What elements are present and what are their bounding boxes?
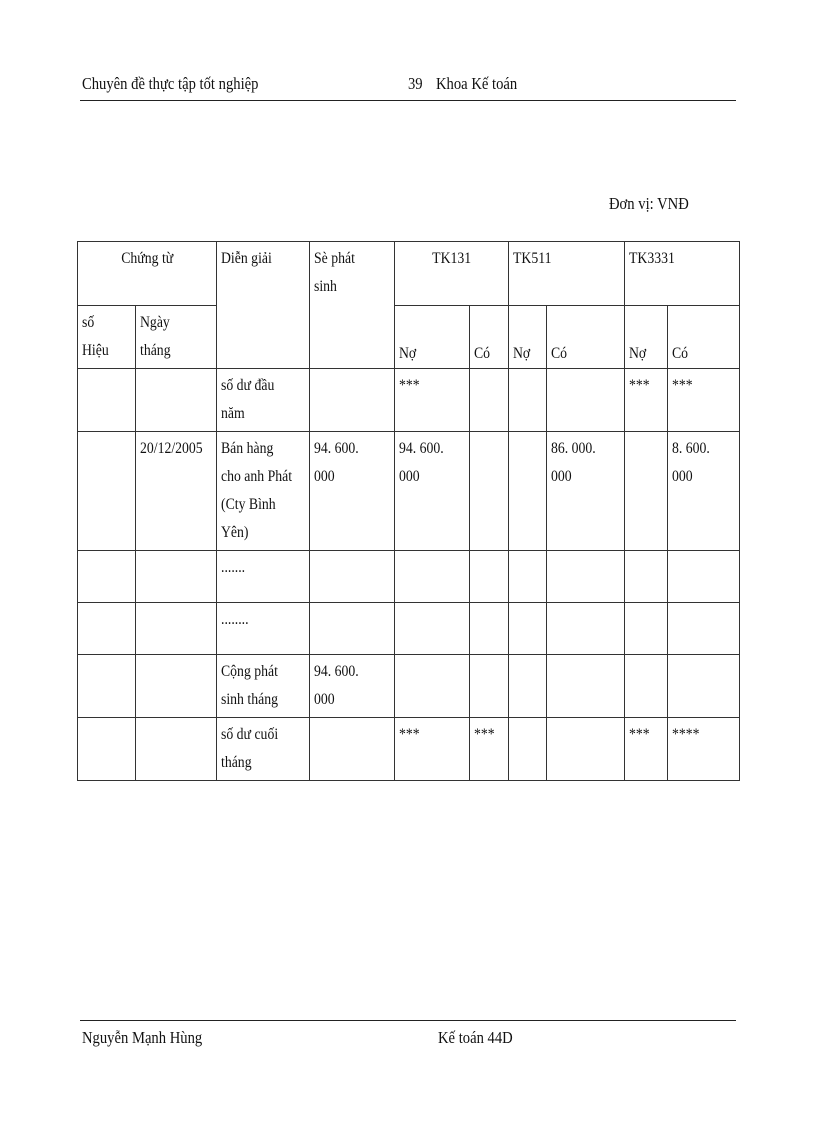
cell-tk131-co xyxy=(470,655,509,718)
cell-tk131-no xyxy=(395,655,470,718)
cell-tk131-co xyxy=(470,603,509,655)
header-cell-co: Có xyxy=(470,306,509,369)
cell-tk131-no xyxy=(395,551,470,603)
cell-tk131-no: *** xyxy=(395,369,470,432)
cell-tk131-no: *** xyxy=(395,718,470,781)
table-row xyxy=(78,603,740,655)
header-cell-so-hieu: số Hiệu xyxy=(78,306,136,369)
cell-tk3331-no: *** xyxy=(625,369,668,432)
cell-tk511-no xyxy=(509,718,547,781)
header-cell-tk511: TK511 xyxy=(509,242,625,306)
cell-so-phat-sinh: 94. 600. 000 xyxy=(310,655,395,718)
header-cell-tk131: TK131 xyxy=(395,242,509,306)
cell-so-hieu xyxy=(78,718,136,781)
cell-so-phat-sinh xyxy=(310,369,395,432)
cell-tk511-no xyxy=(509,655,547,718)
cell-tk3331-co: 8. 600. 000 xyxy=(668,432,740,551)
cell-tk511-no xyxy=(509,369,547,432)
table-row xyxy=(78,432,740,551)
header-cell-dien-giai: Diễn giải xyxy=(217,242,310,369)
cell-tk3331-no xyxy=(625,603,668,655)
cell-tk511-no xyxy=(509,551,547,603)
cell-ngay-thang xyxy=(136,655,217,718)
header-cell-no: Nợ xyxy=(625,306,668,369)
cell-tk131-no: 94. 600. 000 xyxy=(395,432,470,551)
cell-so-phat-sinh xyxy=(310,718,395,781)
header-title: Chuyên đề thực tập tốt nghiệp xyxy=(82,74,259,93)
table-row xyxy=(78,551,740,603)
table-subheader-row xyxy=(78,306,740,369)
cell-so-hieu xyxy=(78,551,136,603)
cell-ngay-thang xyxy=(136,603,217,655)
cell-tk511-co xyxy=(547,718,625,781)
header-cell-ngay-thang: Ngày tháng xyxy=(136,306,217,369)
table-header-row xyxy=(78,242,740,306)
cell-tk511-no xyxy=(509,432,547,551)
cell-ngay-thang xyxy=(136,551,217,603)
cell-tk3331-co xyxy=(668,603,740,655)
cell-dien-giai: Cộng phát sinh tháng xyxy=(217,655,310,718)
table-row xyxy=(78,718,740,781)
cell-tk131-co xyxy=(470,432,509,551)
header-cell-tk3331: TK3331 xyxy=(625,242,740,306)
cell-tk3331-no xyxy=(625,551,668,603)
table-row xyxy=(78,369,740,432)
cell-tk3331-co: **** xyxy=(668,718,740,781)
table-row xyxy=(78,655,740,718)
cell-ngay-thang xyxy=(136,369,217,432)
cell-tk131-co xyxy=(470,369,509,432)
cell-tk511-co xyxy=(547,369,625,432)
cell-tk131-co: *** xyxy=(470,718,509,781)
footer-author: Nguyễn Mạnh Hùng xyxy=(82,1028,203,1047)
cell-so-hieu xyxy=(78,432,136,551)
cell-so-hieu xyxy=(78,603,136,655)
cell-tk511-co: 86. 000. 000 xyxy=(547,432,625,551)
currency-unit-label: Đơn vị: VNĐ xyxy=(609,194,689,213)
cell-dien-giai: ........ xyxy=(217,603,310,655)
cell-dien-giai: Bán hàng cho anh Phát (Cty Bình Yên) xyxy=(217,432,310,551)
header-cell-co: Có xyxy=(668,306,740,369)
cell-dien-giai: ....... xyxy=(217,551,310,603)
cell-tk511-co xyxy=(547,603,625,655)
cell-ngay-thang xyxy=(136,718,217,781)
cell-tk511-no xyxy=(509,603,547,655)
header-rule xyxy=(80,100,736,101)
cell-tk3331-no xyxy=(625,432,668,551)
cell-tk511-co xyxy=(547,655,625,718)
cell-so-phat-sinh: 94. 600. 000 xyxy=(310,432,395,551)
header-department: Khoa Kế toán xyxy=(436,74,518,93)
header-cell-no: Nợ xyxy=(395,306,470,369)
ledger-table xyxy=(77,241,740,781)
cell-ngay-thang: 20/12/2005 xyxy=(136,432,217,551)
header-cell-so-phat-sinh: Sè phát sinh xyxy=(310,242,395,369)
page-number: 39 xyxy=(408,74,423,93)
cell-dien-giai: số dư cuối tháng xyxy=(217,718,310,781)
cell-tk3331-no xyxy=(625,655,668,718)
cell-tk131-no xyxy=(395,603,470,655)
cell-tk131-co xyxy=(470,551,509,603)
cell-so-phat-sinh xyxy=(310,603,395,655)
cell-tk3331-co: *** xyxy=(668,369,740,432)
footer-class: Kế toán 44D xyxy=(438,1028,513,1047)
header-cell-no: Nợ xyxy=(509,306,547,369)
cell-tk3331-co xyxy=(668,551,740,603)
footer-rule xyxy=(80,1020,736,1021)
cell-so-hieu xyxy=(78,369,136,432)
header-cell-co: Có xyxy=(547,306,625,369)
header-cell-chung-tu: Chứng từ xyxy=(78,242,217,306)
cell-so-hieu xyxy=(78,655,136,718)
cell-so-phat-sinh xyxy=(310,551,395,603)
cell-dien-giai: số dư đầu năm xyxy=(217,369,310,432)
cell-tk3331-no: *** xyxy=(625,718,668,781)
cell-tk511-co xyxy=(547,551,625,603)
cell-tk3331-co xyxy=(668,655,740,718)
